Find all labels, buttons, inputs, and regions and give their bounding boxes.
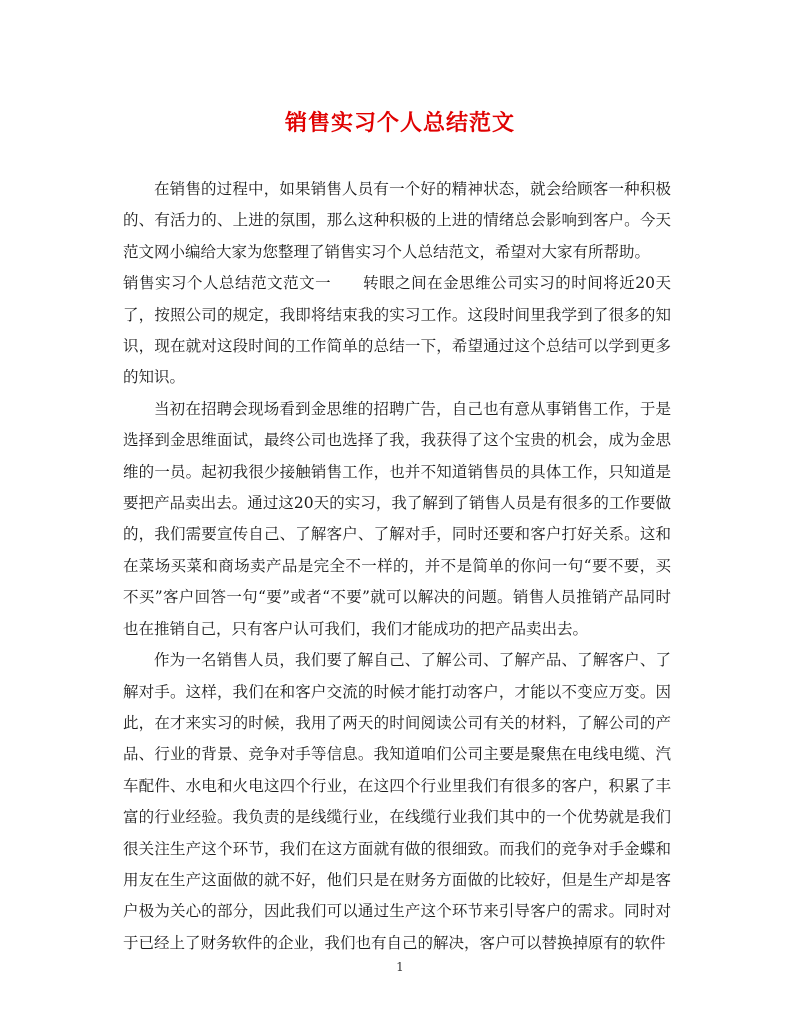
document-body xyxy=(123,174,671,959)
paragraph-intro: 在销售的过程中，如果销售人员有一个好的精神状态，就会给顾客一种积极的、有活力的、上进的氛围，那么这种积极的上进的情绪总会影响到客户。今天范文网小编给大家为您整理了销售实习个人总结范文，希望对大家有所帮助。 xyxy=(123,180,671,261)
page-number: 1 xyxy=(396,960,404,974)
paragraph-interview: 当初在招聘会现场看到金思维的招聘广告，自己也有意从事销售工作，于是选择到金思维面试，最终公司也选择了我，我获得了这个宝贵的机会，成为金思维的一员。起初我很少接触销售工作，也并不知道销售员的具体工作，只知道是要把产品卖出去。通过这20天的实习，我了解到了销售人员是有很多的工作要做的，我们需要宣传自己、了解客户、了解对手，同时还要和客户打好关系。这和在菜场买菜和商场卖产品是完全不一样的，并不是简单的你问一句“要不要，买不买”客户回答一句“要”或者“不要”就可以解决的问题。销售人员推销产品同时也在推销自己，只有客户认可我们，我们才能成功的把产品卖出去。 xyxy=(123,399,671,638)
paragraph-example-one: 销售实习个人总结范文范文一 转眼之间在金思维公司实习的时间将近20天了，按照公司的规定，我即将结束我的实习工作。这段时间里我学到了很多的知识，现在就对这段时间的工作简单的总结一下，希望通过这个总结可以学到更多的知识。 xyxy=(123,274,671,387)
paragraph-understanding: 作为一名销售人员，我们要了解自己、了解公司、了解产品、了解客户、了解对手。这样，我们在和客户交流的时候才能打动客户，才能以不变应万变。因此，在才来实习的时候，我用了两天的时间阅读公司有关的材料，了解公司的产品、行业的背景、竞争对手等信息。我知道咱们公司主要是聚焦在电线电缆、汽车配件、水电和火电这四个行业，在这四个行业里我们有很多的客户，积累了丰富的行业经验。我负责的是线缆行业，在线缆行业我们其中的一个优势就是我们很关注生产这个环节，我们在这方面就有做的很细致。而我们的竞争对手金蝶和用友在生产这面做的就不好，他们只是在财务方面做的比较好，但是生产却是客户极为关心的部分，因此我们可以通过生产这个环节来引导客户的需求。同时对于已经上了财务软件的企业，我们也有自己的解决，客户可以替换掉原有的软件 xyxy=(123,651,671,952)
document-title: 销售实习个人总结范文 xyxy=(284,110,515,136)
